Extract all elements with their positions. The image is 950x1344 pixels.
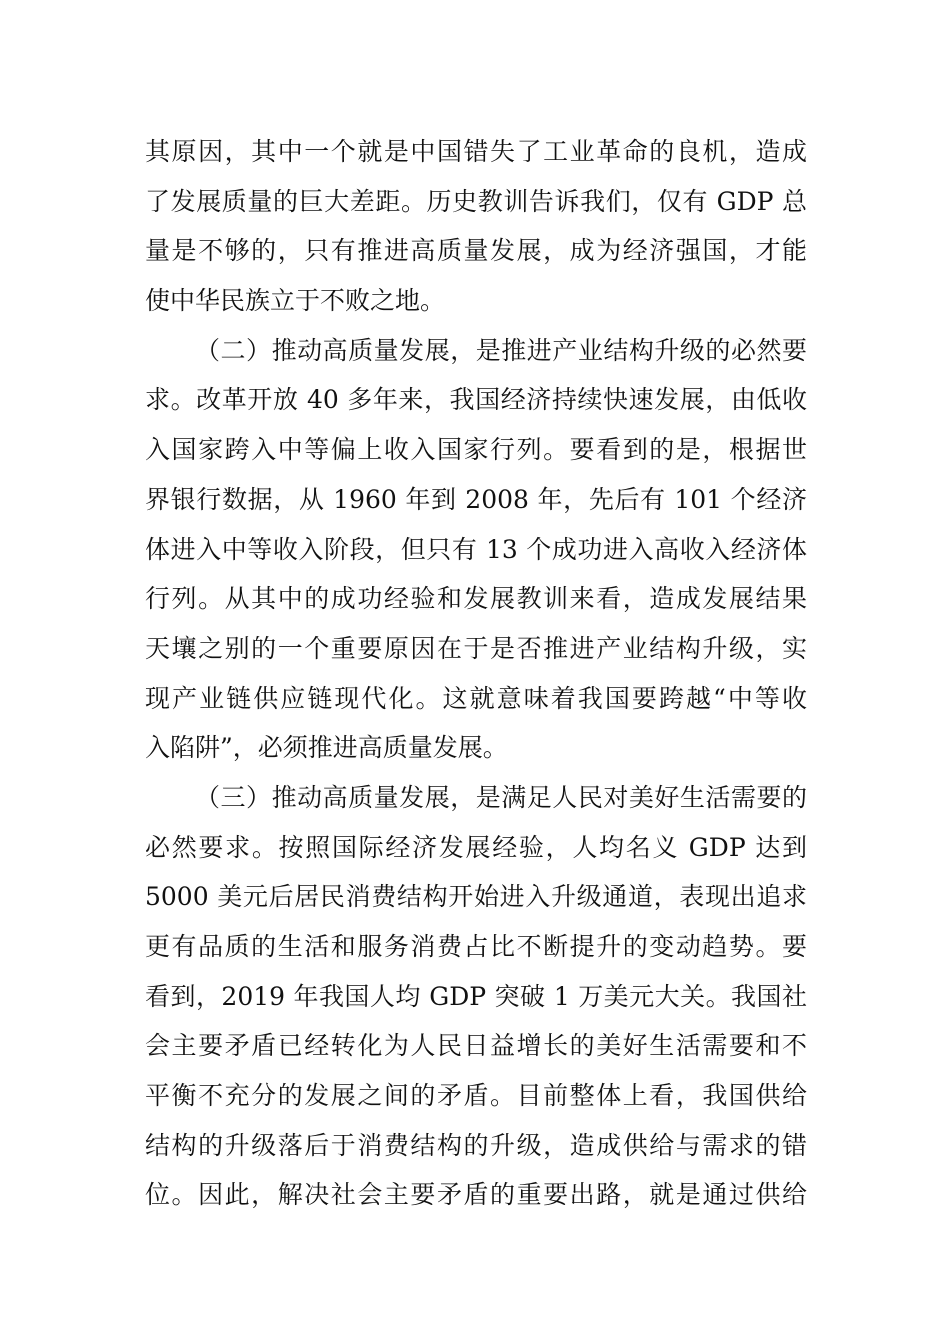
text-line: 结构的升级落后于消费结构的升级，造成供给与需求的错 — [145, 1130, 807, 1160]
text-line: （二）推动高质量发展，是推进产业结构升级的必然要 — [195, 335, 807, 365]
text-line: 其原因，其中一个就是中国错失了工业革命的良机，造成 — [145, 137, 807, 166]
text-line: 入陷阱”，必须推进高质量发展。 — [145, 733, 508, 763]
text-line: 天壤之别的一个重要原因在于是否推进产业结构升级，实 — [145, 633, 807, 663]
paragraph-2 — [145, 326, 807, 773]
text-line: 量是不够的，只有推进高质量发展，成为经济强国，才能 — [145, 236, 807, 266]
text-line: 位。因此，解决社会主要矛盾的重要出路，就是通过供给 — [145, 1180, 807, 1210]
text-line: （三）推动高质量发展，是满足人民对美好生活需要的 — [195, 782, 807, 812]
paragraph-1 — [145, 127, 807, 326]
text-line: 平衡不充分的发展之间的矛盾。目前整体上看，我国供给 — [145, 1081, 807, 1111]
document-body — [145, 127, 807, 1220]
text-line: 使中华民族立于不败之地。 — [145, 286, 446, 316]
text-line: 看到，2019 年我国人均 GDP 突破 1 万美元大关。我国社 — [145, 981, 807, 1011]
text-line: 行列。从其中的成功经验和发展教训来看，造成发展结果 — [145, 584, 807, 614]
text-line: 更有品质的生活和服务消费占比不断提升的变动趋势。要 — [145, 932, 807, 961]
text-line: 界银行数据，从 1960 年到 2008 年，先后有 101 个经济 — [145, 484, 807, 514]
text-line: 5000 美元后居民消费结构开始进入升级通道，表现出追求 — [145, 882, 807, 912]
text-line: 体进入中等收入阶段，但只有 13 个成功进入高收入经济体 — [145, 534, 807, 564]
text-line: 现产业链供应链现代化。这就意味着我国要跨越“中等收 — [145, 683, 807, 713]
paragraph-3 — [145, 773, 807, 1220]
text-line: 求。改革开放 40 多年来，我国经济持续快速发展，由低收 — [145, 385, 807, 415]
text-line: 会主要矛盾已经转化为人民日益增长的美好生活需要和不 — [145, 1031, 807, 1061]
text-line: 了发展质量的巨大差距。历史教训告诉我们，仅有 GDP 总 — [145, 186, 807, 216]
text-line: 必然要求。按照国际经济发展经验，人均名义 GDP 达到 — [145, 832, 807, 862]
text-line: 入国家跨入中等偏上收入国家行列。要看到的是，根据世 — [145, 435, 807, 465]
